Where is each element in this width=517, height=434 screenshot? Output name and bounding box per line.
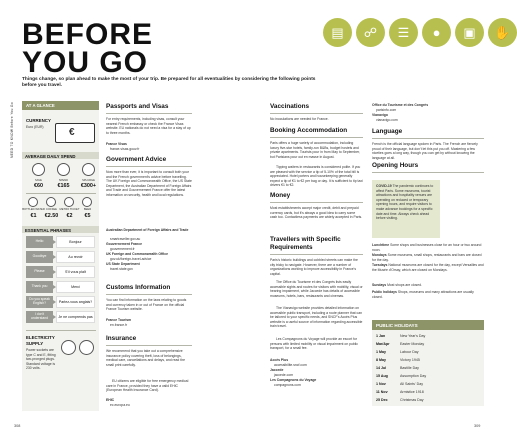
vaccinations-text: No inoculations are needed for France.: [270, 117, 329, 121]
phrase-french: Bonjour: [56, 236, 95, 248]
plug-icon: ☍: [356, 18, 385, 47]
covid-body: The pandemic continues to affect Paris. Some museums, tourist attractions and hospitality venues are operating on reduced or temporary opening hours, and require visitors to make advance bookings for a specific date and time. Always check ahead before visiting.: [376, 184, 434, 221]
language-heading: Language: [372, 128, 403, 135]
spend-value: €165: [57, 183, 70, 189]
insurance-heading: Insurance: [106, 335, 137, 342]
passports-link[interactable]: france-visas.gouv.fr: [110, 147, 140, 151]
government-text: Now more than ever, it is important to consult both your and the French government's advice before travelling. The UK Foreign and Commonwealth Office, the US State Department, the Australian Department of Foreign Affairs and Trade and Gouvernement France offer the latest information on security, health and local regulations.: [106, 170, 192, 197]
cost-label: BOTTLED WATER: [22, 208, 45, 211]
gov-link[interactable]: gouvernement.fr: [110, 247, 135, 251]
phrase-french: S'il vous plaît: [56, 266, 95, 278]
covid-text: [376, 184, 437, 221]
phrase-english: Thank you: [26, 281, 53, 293]
vianavigo-link[interactable]: vianavigo.com: [376, 118, 398, 122]
at-a-glance-heading: AT A GLANCE: [22, 101, 99, 110]
phrase-english: Please: [26, 266, 53, 278]
essential-phrases-label: ESSENTIAL PHRASES: [22, 226, 99, 233]
holiday-name: Victory 1945: [400, 358, 420, 362]
money-text: Most establishments accept major credit, debit and prepaid currency cards, but it's always a good idea to carry some cash too. Contactless payments are widely accepted in Paris.: [270, 206, 363, 220]
holiday-date: 1 Nov: [376, 382, 386, 386]
divider: [270, 202, 363, 203]
hours-value: Shops, museums and many attractions are usually closed.: [372, 290, 474, 299]
banknote-icon: €: [55, 123, 95, 143]
passports-heading: Passports and Visas: [106, 103, 169, 110]
hours-tuesday: [372, 263, 484, 272]
gov-link-label: Gouvernement France: [106, 242, 142, 246]
hours-value: Most shops are closed.: [387, 283, 422, 287]
passports-text: For entry requirements, including visas, consult your nearest French embassy or check the France Visas website. EU nationals do not need a visa for a stay of up to three months.: [106, 117, 191, 135]
special-link[interactable]: compagnons.com: [274, 383, 301, 387]
water-icon: [28, 197, 38, 207]
phrase-english: I don't understand: [26, 311, 53, 323]
icon-row: [323, 18, 517, 47]
special-link-label: Accès Plus: [270, 358, 289, 362]
divider: [270, 113, 363, 114]
electricity-text: Power sockets are type C and E, fitting two-pronged plugs. Standard voltage is 230 volts.: [26, 348, 56, 371]
spend-label: SPEND: [58, 179, 69, 182]
holiday-name: Assumption Day: [400, 374, 427, 378]
beer-icon: [82, 197, 92, 207]
divider: [372, 138, 484, 139]
spend-value: €60: [34, 183, 43, 189]
special-text: Paris's historic buildings and cobbled streets can make the city tricky to navigate. However, there are a number of organizations working to improve accessibility in France's capital.: [270, 258, 358, 276]
hours-monday: [372, 253, 484, 262]
divider: [372, 172, 484, 173]
phrase-english: Do you speak English?: [26, 296, 53, 308]
tourism-link-label: Office du Tourisme et des Congrès: [372, 103, 429, 107]
holiday-date: 1 May: [376, 350, 386, 354]
public-holidays-heading: PUBLIC HOLIDAYS: [372, 320, 484, 330]
customs-heading: Customs Information: [106, 284, 171, 291]
hours-label: Sundays: [372, 283, 387, 287]
phrase-english: Goodbye: [26, 251, 53, 263]
passport-icon: ▤: [323, 18, 352, 47]
customs-link[interactable]: en.france.fr: [110, 323, 128, 327]
booking-text: Paris offers a huge variety of accommodation, including luxury five-star hotels, family-run B&Bs, budget hostels and private apartments. Tourists pour in from May to September, but Parisians pour out en masse in August.: [270, 141, 361, 159]
splurge-icon: [82, 163, 95, 176]
holiday-date: 1 Jan: [376, 334, 386, 338]
insurance-link[interactable]: ec.europa.eu: [110, 403, 130, 407]
divider: [106, 166, 192, 167]
bus-icon: ▣: [455, 18, 484, 47]
page-title-line1: BEFORE: [22, 18, 154, 51]
spend-icon: [57, 163, 70, 176]
divider: [26, 330, 96, 331]
special-text-2: The Office du Tourisme et des Congrès lists easily accessible sights and routes for visitors with mobility, visual or hearing impairment, while Jaccede has details of accessible museums, hotels, bars, restaurants and cinemas.: [270, 280, 363, 298]
holiday-name: Armistice 1918: [400, 390, 424, 394]
insurance-text: We recommend that you take out a comprehensive insurance policy covering theft, loss of belongings, medical care, cancellations and delays, and read the small print carefully.: [106, 349, 185, 367]
government-heading: Government Advice: [106, 156, 167, 163]
customs-link-label: France Tourism: [106, 318, 132, 322]
cost-value: €5: [84, 213, 91, 219]
special-link[interactable]: accessibilite.sncf.com: [274, 363, 307, 367]
special-link-label: Les Compagnons du Voyage: [270, 378, 317, 382]
save-icon: [32, 163, 45, 176]
hours-label: Mondays: [372, 253, 387, 257]
divider: [106, 113, 192, 114]
holiday-name: Bastille Day: [400, 366, 419, 370]
divider: [270, 137, 363, 138]
divider: [106, 345, 192, 346]
holiday-name: All Saints' Day: [400, 382, 424, 386]
language-text: French is the official language spoken in Paris. The French are fiercely proud of their language, but don't let this put you off. Mastering a few niceties goes a long way, though you can get by without knowing the language at all.: [372, 142, 478, 160]
tourism-link[interactable]: parisinfo.com: [376, 108, 397, 112]
hours-value: Some museums, small shops, restaurants and bars are closed for the day.: [372, 253, 482, 262]
holiday-date: 11 Nov: [376, 390, 388, 394]
gov-link[interactable]: travel.state.gov: [110, 267, 133, 271]
divider: [26, 193, 96, 194]
hours-label: Public holidays: [372, 290, 397, 294]
cost-label: METRO TICKET: [59, 208, 80, 211]
holiday-name: New Year's Day: [400, 334, 426, 338]
insurance-link-label: EHIC: [106, 398, 115, 402]
hours-holidays: [372, 290, 484, 299]
special-link[interactable]: jaccede.com: [274, 373, 294, 377]
spend-label: SAVE: [35, 179, 42, 182]
special-requirements-heading: Travellers with Specific Requirements: [270, 236, 341, 251]
phrase-english: Hello: [26, 236, 53, 248]
page-number-right: 309: [474, 424, 481, 428]
holiday-name: Labour Day: [400, 350, 419, 354]
phrase-french: Merci: [56, 281, 95, 293]
currency-label: CURRENCY: [26, 118, 51, 123]
spend-label: SPLURGE: [82, 179, 95, 182]
holiday-date: 8 May: [376, 358, 386, 362]
hours-lunch: [372, 243, 484, 252]
cost-value: €2.50: [44, 213, 59, 219]
plug-type-e-icon: [79, 340, 94, 355]
booking-text-2: Tipping waiters in restaurants is considered polite. If you are pleased with the service a tip of 5-10% of the total bill is appreciated. Hotel porters and housekeeping generally expect a tip of €1 to €2 per bag or day. It is sufficient to tip taxi drivers €1 to €2.: [270, 165, 363, 188]
divider: [106, 294, 192, 295]
hours-label: Tuesdays: [372, 263, 388, 267]
cost-label: COFFEE: [46, 208, 57, 211]
gov-link-label: UK Foreign and Commonwealth Office: [106, 252, 168, 256]
gov-link[interactable]: gov.uk/foreign-travel-advice: [110, 257, 152, 261]
holiday-date: Mar/Apr: [376, 342, 390, 346]
page-number-left: 308: [14, 424, 21, 428]
electricity-label: ELECTRICITY SUPPLY: [26, 335, 55, 346]
coffee-icon: [46, 197, 56, 207]
spend-value: €300+: [80, 183, 97, 189]
vianavigo-link-label: Vianavigo: [372, 113, 388, 117]
hours-label: Lunchtime: [372, 243, 390, 247]
holiday-date: 25 Dec: [376, 398, 388, 402]
cost-label: BEER: [83, 208, 92, 211]
gov-link-label: Australian Department of Foreign Affairs and Trade: [106, 228, 189, 232]
covid-label: COVID-19: [376, 184, 392, 188]
opening-hours-heading: Opening Hours: [372, 162, 419, 169]
passports-link-label: France Visas: [106, 142, 127, 146]
mask-icon: ☰: [389, 18, 418, 47]
side-section-label: NEED TO KNOW Before You Go: [10, 102, 14, 158]
hours-sunday: [372, 283, 484, 288]
phrase-french: Parlez-vous anglais?: [56, 296, 95, 308]
currency-value: Euro (EUR): [26, 125, 44, 129]
gov-link-label: US State Department: [106, 262, 140, 266]
holiday-date: 15 Aug: [376, 374, 388, 378]
gov-link[interactable]: smartraveller.gov.au: [110, 237, 141, 241]
divider: [270, 254, 363, 255]
plug-type-c-icon: [61, 340, 76, 355]
phrase-french: Je ne comprends pas: [56, 311, 95, 323]
booking-heading: Booking Accommodation: [270, 127, 348, 134]
lock-icon: ●: [422, 18, 451, 47]
hand-icon: ✋: [488, 18, 517, 47]
special-text-3: The Vianavigo website provides detailed information on accessible public transport, including a route planner that can be tailored to your specific needs, and SNCF's Accès Plus website is a useful source of information regarding accessible train travel.: [270, 306, 363, 329]
special-text-4: Les Compagnons du Voyage will provide an escort for persons with limited mobility or visual impairment on public transport, for a small fee.: [270, 337, 359, 351]
hours-value: Some shops and businesses close for an hour or two around noon.: [372, 243, 482, 252]
cost-value: €1: [30, 213, 37, 219]
money-heading: Money: [270, 192, 291, 199]
holiday-name: Christmas Day: [400, 398, 424, 402]
daily-spend-label: AVERAGE DAILY SPEND: [22, 152, 99, 159]
page-title-line2: YOU GO: [22, 46, 149, 79]
insurance-text-2: EU citizens are eligible for free emergency medical care in France, provided they have a valid EHIC (European Health Insurance Card).: [106, 379, 189, 393]
hours-value: National museums are closed for the day, except Versailles and the Musée d'Orsay, which are closed on Mondays.: [372, 263, 484, 272]
vaccinations-heading: Vaccinations: [270, 103, 310, 110]
customs-text: You can find information on the laws relating to goods and currency taken in or out of France on the official France Tourism website.: [106, 298, 187, 312]
cost-value: €2: [66, 213, 73, 219]
holiday-name: Easter Monday: [400, 342, 425, 346]
intro-text: Things change, so plan ahead to make the most of your trip. Be prepared for all eventualities by considering the following points before you travel.: [22, 77, 316, 89]
special-link-label: Jaccede: [270, 368, 284, 372]
phrase-french: Au revoir: [56, 251, 95, 263]
holiday-date: 14 Jul: [376, 366, 387, 370]
metro-ticket-icon: [64, 197, 74, 207]
